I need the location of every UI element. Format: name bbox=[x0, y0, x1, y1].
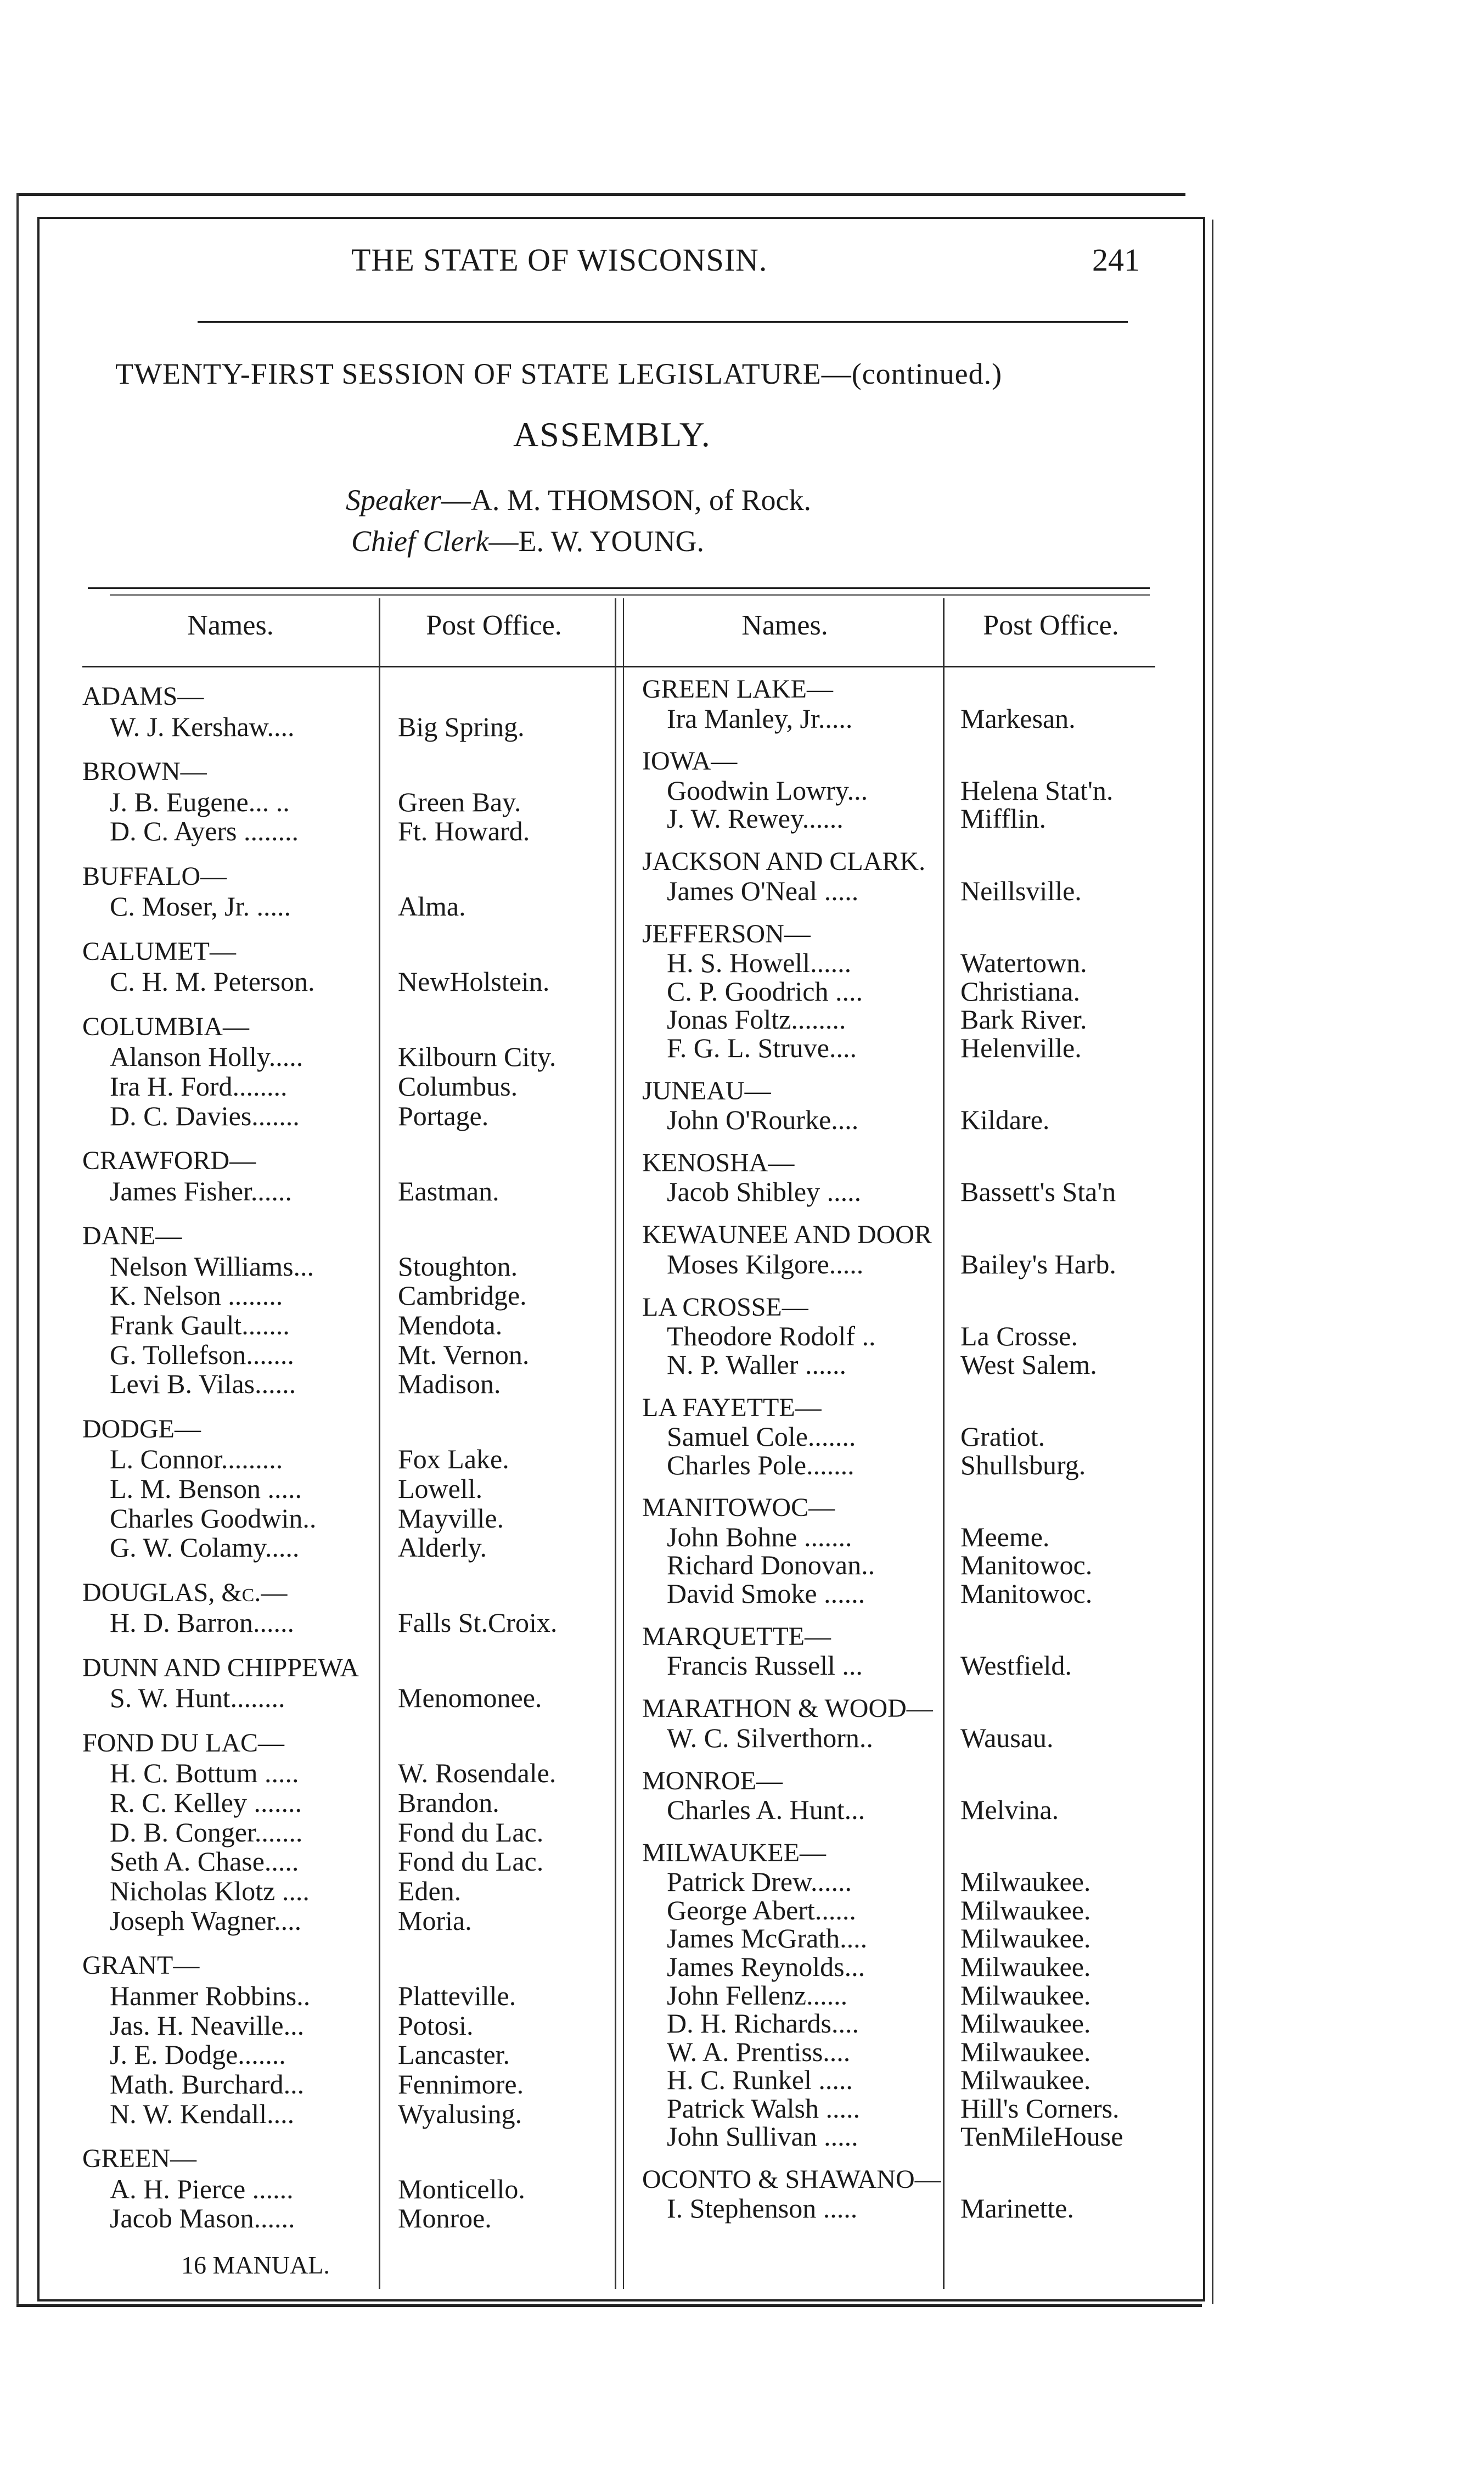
member-name: Jacob Shibley ..... bbox=[667, 1176, 862, 1208]
member-name: Charles A. Hunt... bbox=[667, 1794, 865, 1826]
county-heading: ADAMS— bbox=[82, 682, 204, 711]
post-office: Fond du Lac. bbox=[398, 1816, 544, 1848]
member-name: Ira H. Ford........ bbox=[110, 1070, 288, 1102]
member-name: C. H. M. Peterson. bbox=[110, 966, 315, 997]
member-name: D. C. Davies....... bbox=[110, 1100, 300, 1131]
member-name: D. B. Conger....... bbox=[110, 1816, 303, 1848]
member-name: Alanson Holly..... bbox=[110, 1041, 303, 1073]
county-heading: JUNEAU— bbox=[642, 1076, 771, 1105]
county-heading: LA FAYETTE— bbox=[642, 1393, 822, 1422]
member-name: Frank Gault....... bbox=[110, 1309, 290, 1340]
member-name: James Fisher...... bbox=[110, 1175, 292, 1206]
member-name: D. C. Ayers ........ bbox=[110, 816, 299, 847]
county-heading: COLUMBIA— bbox=[82, 1012, 250, 1041]
post-office: Helena Stat'n. bbox=[960, 774, 1114, 806]
member-name: Theodore Rodolf .. bbox=[667, 1321, 876, 1352]
county-heading: DUNN AND CHIPPEWA bbox=[82, 1653, 359, 1682]
member-name: Charles Pole....... bbox=[667, 1449, 855, 1480]
county-heading: BROWN— bbox=[82, 756, 207, 786]
post-office: Lancaster. bbox=[398, 2039, 510, 2070]
post-office: Milwaukee. bbox=[960, 1951, 1091, 1982]
post-office: Melvina. bbox=[960, 1794, 1059, 1826]
member-name: Jas. H. Neaville... bbox=[110, 2009, 305, 2041]
member-name: Seth A. Chase..... bbox=[110, 1846, 299, 1877]
speaker-line bbox=[346, 483, 811, 517]
county-heading: CALUMET— bbox=[82, 936, 236, 966]
county-heading: KENOSHA— bbox=[642, 1148, 795, 1177]
post-office: Manitowoc. bbox=[960, 1578, 1093, 1609]
post-office: Bassett's Sta'n bbox=[960, 1176, 1116, 1208]
post-office: Milwaukee. bbox=[960, 1979, 1091, 2011]
county-heading: MANITOWOC— bbox=[642, 1493, 835, 1523]
post-office: Mayville. bbox=[398, 1502, 504, 1534]
member-name: Samuel Cole....... bbox=[667, 1421, 856, 1452]
post-office: Moria. bbox=[398, 1905, 472, 1936]
member-name: Charles Goodwin.. bbox=[110, 1502, 317, 1534]
post-office: Manitowoc. bbox=[960, 1550, 1093, 1581]
post-office: Eastman. bbox=[398, 1175, 499, 1206]
section-title: ASSEMBLY. bbox=[513, 415, 711, 454]
post-office: Gratiot. bbox=[960, 1421, 1045, 1452]
post-office: Mt. Vernon. bbox=[398, 1339, 530, 1370]
post-office: West Salem. bbox=[960, 1349, 1097, 1380]
county-heading: IOWA— bbox=[642, 746, 738, 776]
frame-left-rule bbox=[16, 193, 19, 2304]
county-heading: DOUGLAS, &c.— bbox=[82, 1578, 288, 1607]
session-heading: TWENTY-FIRST SESSION OF STATE LEGISLATURE—(continued.) bbox=[115, 357, 1003, 390]
post-office: Portage. bbox=[398, 1100, 489, 1131]
member-name: Levi B. Vilas...... bbox=[110, 1368, 296, 1400]
member-name: C. P. Goodrich .... bbox=[667, 975, 863, 1007]
post-office: Milwaukee. bbox=[960, 1923, 1091, 1954]
frame-bottom-rule bbox=[16, 2304, 1202, 2307]
member-name: W. C. Silverthorn.. bbox=[667, 1722, 873, 1753]
county-heading: JACKSON AND CLARK. bbox=[642, 847, 926, 877]
member-name: George Abert...... bbox=[667, 1894, 856, 1926]
member-name: Joseph Wagner.... bbox=[110, 1905, 302, 1936]
post-office-header: Post Office. bbox=[426, 610, 562, 641]
post-office: Wyalusing. bbox=[398, 2098, 522, 2129]
post-office: Monroe. bbox=[398, 2203, 492, 2234]
member-name: James Reynolds... bbox=[667, 1951, 865, 1982]
clerk-value: —E. W. YOUNG. bbox=[488, 525, 704, 558]
post-office: Big Spring. bbox=[398, 711, 525, 742]
member-name: Jacob Mason...... bbox=[110, 2203, 295, 2234]
member-name: John Bohne ....... bbox=[667, 1521, 852, 1552]
post-office: W. Rosendale. bbox=[398, 1758, 556, 1789]
member-name: F. G. L. Struve.... bbox=[667, 1032, 857, 1063]
member-name: H. D. Barron...... bbox=[110, 1607, 295, 1638]
member-name: J. B. Eugene... .. bbox=[110, 786, 290, 817]
column-divider bbox=[943, 598, 945, 2289]
post-office: Christiana. bbox=[960, 975, 1081, 1007]
member-name: David Smoke ...... bbox=[667, 1578, 865, 1609]
post-office: Columbus. bbox=[398, 1070, 518, 1102]
column-divider bbox=[623, 598, 624, 2289]
member-name: H. C. Runkel ..... bbox=[667, 2064, 853, 2096]
member-name: D. H. Richards.... bbox=[667, 2008, 859, 2039]
member-name: John O'Rourke.... bbox=[667, 1104, 859, 1136]
table-top-rule-thin bbox=[110, 594, 1150, 596]
member-name: Ira Manley, Jr..... bbox=[667, 703, 853, 734]
county-heading: GREEN LAKE— bbox=[642, 675, 833, 704]
member-name: G. Tollefson....... bbox=[110, 1339, 294, 1370]
speaker-label: Speaker bbox=[346, 484, 441, 517]
member-name: Patrick Walsh ..... bbox=[667, 2092, 860, 2124]
names-header: Names. bbox=[187, 610, 274, 641]
post-office: Madison. bbox=[398, 1368, 501, 1400]
table-top-rule bbox=[88, 587, 1150, 589]
clerk-label: Chief Clerk bbox=[351, 525, 489, 558]
column-divider bbox=[379, 598, 380, 2289]
member-name: R. C. Kelley ....... bbox=[110, 1787, 302, 1818]
member-name: Moses Kilgore..... bbox=[667, 1248, 864, 1279]
post-office: Mendota. bbox=[398, 1309, 503, 1340]
post-office: Platteville. bbox=[398, 1980, 516, 2011]
post-office: Potosi. bbox=[398, 2009, 474, 2041]
member-name: Math. Burchard... bbox=[110, 2068, 305, 2100]
header-rule bbox=[198, 321, 1128, 323]
member-name: James McGrath.... bbox=[667, 1923, 868, 1954]
member-name: Francis Russell ... bbox=[667, 1650, 863, 1681]
post-office: Menomonee. bbox=[398, 1682, 542, 1714]
clerk-line bbox=[351, 524, 704, 558]
speaker-value: —A. M. THOMSON, of Rock. bbox=[441, 484, 811, 517]
member-name: S. W. Hunt........ bbox=[110, 1682, 285, 1714]
county-heading: OCONTO & SHAWANO— bbox=[642, 2164, 941, 2194]
county-heading: LA CROSSE— bbox=[642, 1292, 808, 1322]
post-office: Milwaukee. bbox=[960, 1894, 1091, 1926]
county-heading: FOND DU LAC— bbox=[82, 1728, 285, 1758]
post-office: Milwaukee. bbox=[960, 1866, 1091, 1898]
post-office: Milwaukee. bbox=[960, 2036, 1091, 2067]
post-office: Kilbourn City. bbox=[398, 1041, 556, 1073]
member-name: H. C. Bottum ..... bbox=[110, 1758, 299, 1789]
post-office: Cambridge. bbox=[398, 1280, 527, 1311]
post-office: La Crosse. bbox=[960, 1321, 1078, 1352]
post-office: Fennimore. bbox=[398, 2068, 524, 2100]
post-office: Westfield. bbox=[960, 1650, 1072, 1681]
signature-mark: 16 MANUAL. bbox=[181, 2251, 330, 2279]
post-office: Helenville. bbox=[960, 1032, 1082, 1063]
post-office: Stoughton. bbox=[398, 1250, 518, 1282]
post-office: Eden. bbox=[398, 1876, 462, 1907]
member-name: Richard Donovan.. bbox=[667, 1550, 875, 1581]
member-name: C. Moser, Jr. ..... bbox=[110, 891, 291, 922]
table-header-rule bbox=[82, 666, 1155, 667]
post-office: Bailey's Harb. bbox=[960, 1248, 1116, 1279]
post-office: Green Bay. bbox=[398, 786, 521, 817]
county-heading: CRAWFORD— bbox=[82, 1146, 256, 1175]
post-office: Marinette. bbox=[960, 2193, 1074, 2224]
post-office: Falls St.Croix. bbox=[398, 1607, 558, 1638]
column-divider bbox=[615, 598, 616, 2289]
post-office: Brandon. bbox=[398, 1787, 499, 1818]
member-name: G. W. Colamy..... bbox=[110, 1532, 300, 1563]
post-office: Fox Lake. bbox=[398, 1444, 509, 1475]
county-heading: GREEN— bbox=[82, 2143, 196, 2173]
member-name: John Fellenz...... bbox=[667, 1979, 848, 2011]
frame-right-rule bbox=[1212, 220, 1213, 2304]
member-name: L. M. Benson ..... bbox=[110, 1473, 302, 1505]
member-name: A. H. Pierce ...... bbox=[110, 2173, 294, 2204]
post-office: Alma. bbox=[398, 891, 466, 922]
member-name: Hanmer Robbins.. bbox=[110, 1980, 311, 2011]
post-office: TenMileHouse bbox=[960, 2121, 1123, 2152]
member-name: Jonas Foltz........ bbox=[667, 1004, 846, 1035]
post-office: Markesan. bbox=[960, 703, 1076, 734]
county-heading: JEFFERSON— bbox=[642, 919, 811, 948]
post-office-header: Post Office. bbox=[983, 610, 1119, 641]
county-heading: DANE— bbox=[82, 1221, 182, 1250]
member-name: K. Nelson ........ bbox=[110, 1280, 283, 1311]
member-name: J. E. Dodge....... bbox=[110, 2039, 286, 2070]
post-office: Monticello. bbox=[398, 2173, 525, 2204]
member-name: Patrick Drew...... bbox=[667, 1866, 852, 1898]
post-office: Fond du Lac. bbox=[398, 1846, 544, 1877]
county-heading: GRANT— bbox=[82, 1951, 200, 1980]
post-office: Watertown. bbox=[960, 947, 1087, 979]
member-name: W. A. Prentiss.... bbox=[667, 2036, 851, 2067]
member-name: I. Stephenson ..... bbox=[667, 2193, 858, 2224]
names-header: Names. bbox=[741, 610, 828, 641]
post-office: Milwaukee. bbox=[960, 2008, 1091, 2039]
member-name: W. J. Kershaw.... bbox=[110, 711, 295, 742]
county-heading: MARATHON & WOOD— bbox=[642, 1694, 933, 1724]
post-office: Hill's Corners. bbox=[960, 2092, 1120, 2124]
member-name: N. P. Waller ...... bbox=[667, 1349, 846, 1380]
member-name: J. W. Rewey...... bbox=[667, 803, 844, 834]
member-name: Goodwin Lowry... bbox=[667, 774, 868, 806]
post-office: Neillsville. bbox=[960, 875, 1082, 906]
member-name: Nelson Williams... bbox=[110, 1250, 314, 1282]
post-office: NewHolstein. bbox=[398, 966, 550, 997]
post-office: Meeme. bbox=[960, 1521, 1050, 1552]
county-heading: MILWAUKEE— bbox=[642, 1838, 827, 1867]
member-name: James O'Neal ..... bbox=[667, 875, 859, 906]
frame-top-rule bbox=[16, 193, 1185, 196]
post-office: Lowell. bbox=[398, 1473, 483, 1505]
county-heading: KEWAUNEE AND DOOR bbox=[642, 1220, 932, 1250]
member-name: Nicholas Klotz .... bbox=[110, 1876, 310, 1907]
page-number: 241 bbox=[1092, 242, 1140, 278]
post-office: Wausau. bbox=[960, 1722, 1054, 1753]
post-office: Milwaukee. bbox=[960, 2064, 1091, 2096]
post-office: Ft. Howard. bbox=[398, 816, 530, 847]
post-office: Kildare. bbox=[960, 1104, 1050, 1136]
member-name: L. Connor......... bbox=[110, 1444, 283, 1475]
member-name: N. W. Kendall.... bbox=[110, 2098, 295, 2129]
county-heading: MARQUETTE— bbox=[642, 1621, 831, 1651]
post-office: Bark River. bbox=[960, 1004, 1087, 1035]
county-heading: DODGE— bbox=[82, 1414, 201, 1444]
post-office: Shullsburg. bbox=[960, 1449, 1086, 1480]
post-office: Alderly. bbox=[398, 1532, 487, 1563]
post-office: Mifflin. bbox=[960, 803, 1047, 834]
member-name: John Sullivan ..... bbox=[667, 2121, 858, 2152]
member-name: H. S. Howell...... bbox=[667, 947, 852, 979]
county-heading: MONROE— bbox=[642, 1766, 783, 1795]
county-heading: BUFFALO— bbox=[82, 861, 227, 891]
running-title: THE STATE OF WISCONSIN. bbox=[351, 242, 768, 278]
